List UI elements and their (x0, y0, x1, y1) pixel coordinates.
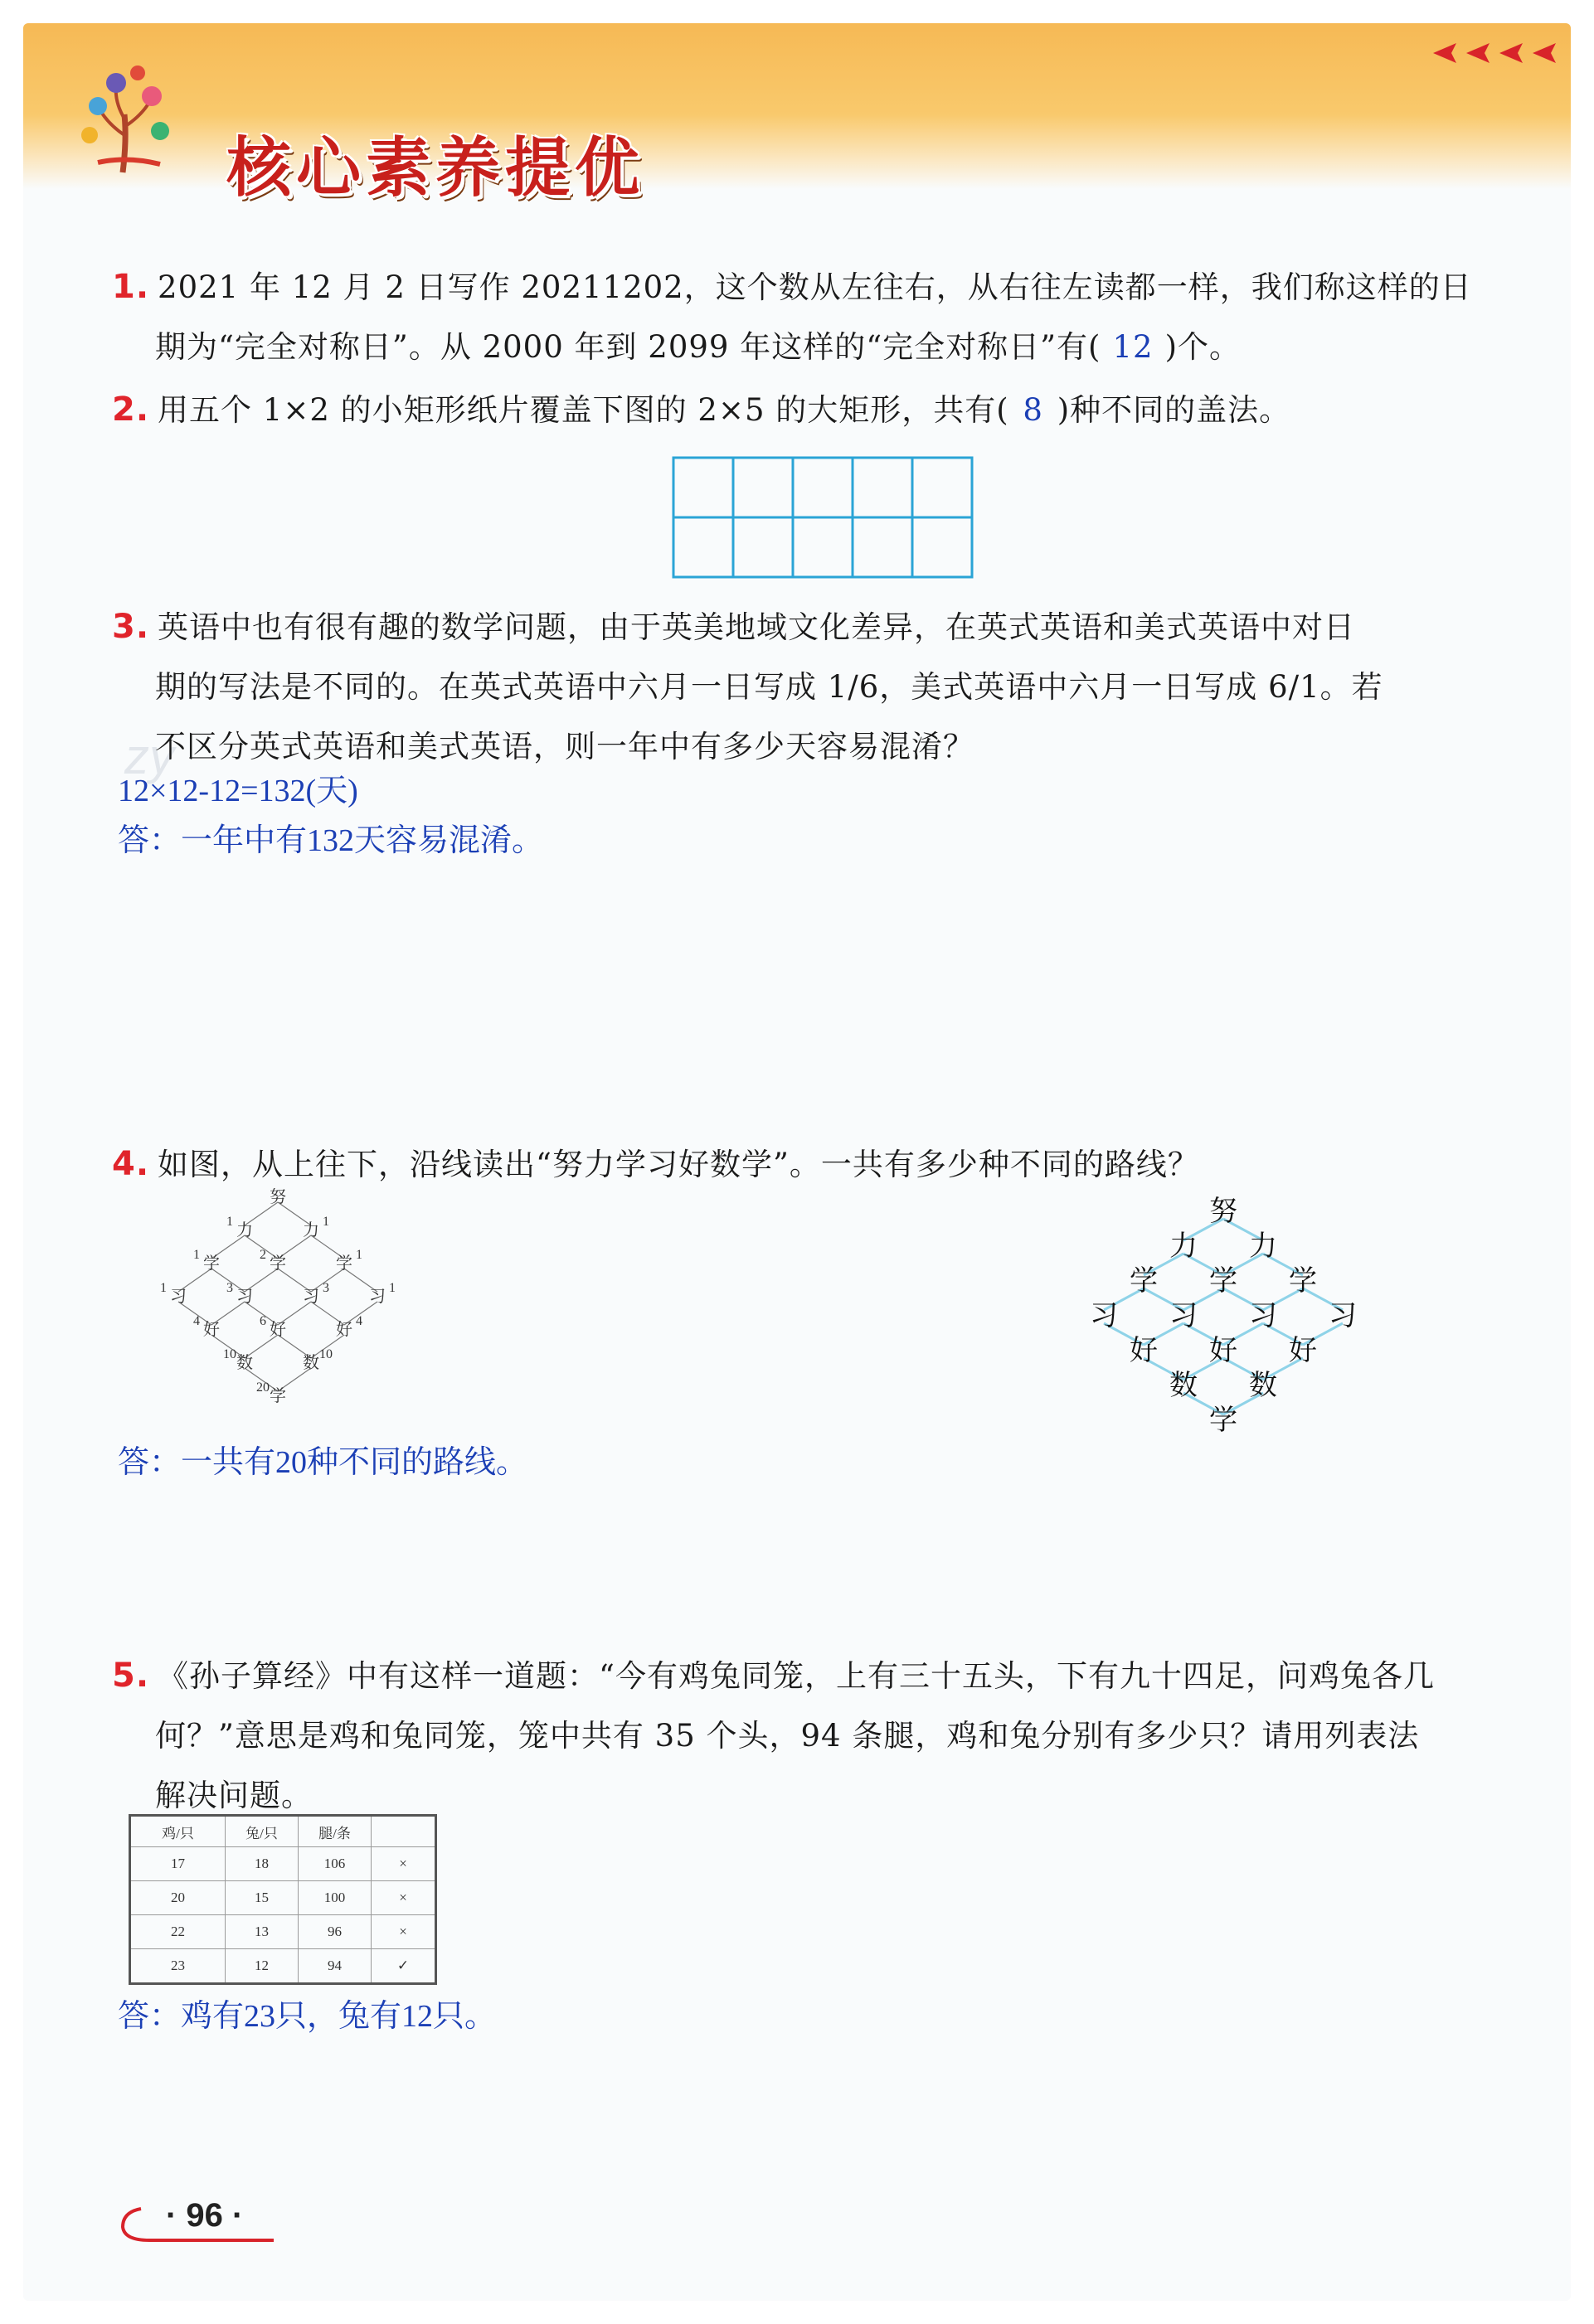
diagram-char: 好 (1289, 1334, 1317, 1367)
diagram-char: 力 (236, 1220, 253, 1240)
page-number: · 96 · (166, 2197, 244, 2234)
table-cell: 20 (130, 1881, 226, 1915)
grid-cell (673, 517, 733, 577)
table-header-row (130, 1816, 436, 1847)
diagram-char: 习 (1090, 1299, 1118, 1332)
table-cell: × (372, 1881, 436, 1915)
diagram-char: 好 (1130, 1334, 1158, 1367)
table-cell: 18 (226, 1847, 299, 1881)
diagram-char: 学 (1209, 1404, 1237, 1437)
question-3 (112, 597, 1522, 777)
question-number: 2. (112, 391, 150, 429)
table-cell: 106 (299, 1847, 372, 1881)
diagram-char: 好 (203, 1319, 220, 1339)
question-text: )个。 (1164, 329, 1241, 365)
table-row (130, 1915, 436, 1949)
path-diagram (1082, 1194, 1364, 1459)
table-cell: 15 (226, 1881, 299, 1915)
table-header: 兔/只 (226, 1816, 299, 1847)
diagram-char: 好 (336, 1319, 352, 1339)
diagram-char: 力 (303, 1220, 319, 1240)
diagram-char: 数 (1169, 1369, 1198, 1402)
question-number: 1. (112, 268, 150, 306)
diagram-char: 努 (1209, 1195, 1237, 1228)
q4-answer: 答：一共有20种不同的路线。 (118, 1445, 528, 1480)
table-cell: 100 (299, 1881, 372, 1915)
grid-cell (912, 517, 972, 577)
grid-cell (733, 458, 793, 517)
watermark: zy (124, 729, 174, 784)
table-header: 鸡/只 (130, 1816, 226, 1847)
question-1 (112, 257, 1522, 377)
diagram-char: 好 (1209, 1334, 1237, 1367)
diagram-char: 习 (1249, 1299, 1277, 1332)
question-text: 解决问题。 (155, 1778, 313, 1813)
path-count-label: 4 (356, 1314, 362, 1328)
grid-cell (793, 517, 853, 577)
grid-cell (733, 517, 793, 577)
diagram-char: 习 (236, 1286, 253, 1306)
answer-blank: 8 (1023, 392, 1043, 428)
diagram-char: 数 (236, 1352, 253, 1372)
q5-answer: 答：鸡有23只，兔有12只。 (118, 1999, 497, 2034)
question-number: 3. (112, 608, 150, 646)
path-count-label: 1 (160, 1281, 167, 1295)
grid-cell (853, 458, 912, 517)
table-row (130, 1949, 436, 1984)
table-row (130, 1881, 436, 1915)
question-text: 《孙子算经》中有这样一道题：“今有鸡兔同笼，上有三十五头，下有九十四足，问鸡兔各几 (158, 1658, 1435, 1694)
grid-cell (912, 458, 972, 517)
question-text: 不区分英式英语和美式英语，则一年中有多少天容易混淆？ (155, 729, 974, 764)
question-text: 期的写法是不同的。在英式英语中六月一日写成 1/6，美式英语中六月一日写成 6/1。若 (155, 669, 1383, 705)
section-title: 核心素养提优 (226, 131, 645, 206)
question-text: 何？”意思是鸡和兔同笼，笼中共有 35 个头，94 条腿，鸡和兔分别有多少只？请用列表法 (155, 1718, 1420, 1754)
path-count-label: 3 (226, 1281, 233, 1295)
question-text: 期为“完全对称日”。从 2000 年到 2099 年这样的“完全对称日”有( (155, 329, 1101, 365)
grid-cell (793, 458, 853, 517)
table-cell: ✓ (372, 1949, 436, 1984)
table-cell: 13 (226, 1915, 299, 1949)
path-count-diagram (149, 1186, 406, 1426)
question-2 (112, 380, 1522, 440)
diagram-char: 学 (1289, 1264, 1317, 1298)
table-cell: 23 (130, 1949, 226, 1984)
diagram-char: 习 (303, 1286, 319, 1306)
question-text: 如图，从上往下，沿线读出“努力学习好数学”。一共有多少种不同的路线？ (158, 1147, 1199, 1182)
path-count-label: 10 (223, 1347, 236, 1361)
header-banner (23, 23, 1571, 206)
table-cell: × (372, 1915, 436, 1949)
question-5 (112, 1646, 1522, 1826)
table-row (130, 1847, 436, 1881)
table-header: 腿/条 (299, 1816, 372, 1847)
question-number: 5. (112, 1657, 150, 1695)
chicken-rabbit-table (129, 1814, 437, 1985)
path-count-label: 1 (323, 1215, 329, 1229)
question-text: )种不同的盖法。 (1057, 392, 1291, 428)
diagram-char: 学 (270, 1253, 286, 1273)
table-cell: 96 (299, 1915, 372, 1949)
table-cell: 94 (299, 1949, 372, 1984)
q3-answer: 答：一年中有132天容易混淆。 (118, 823, 544, 858)
table-cell: × (372, 1847, 436, 1881)
diagram-char: 习 (369, 1286, 386, 1306)
question-text: 英语中也有很有趣的数学问题，由于英美地域文化差异，在英式英语和美式英语中对日 (158, 609, 1356, 645)
diagram-char: 力 (1169, 1230, 1198, 1263)
grid-cell (853, 517, 912, 577)
path-count-label: 2 (260, 1248, 266, 1262)
diagram-char: 学 (1130, 1264, 1158, 1298)
diagram-char: 努 (270, 1186, 286, 1206)
diagram-char: 习 (1329, 1299, 1357, 1332)
table-header (372, 1816, 436, 1847)
diagram-char: 学 (203, 1253, 220, 1273)
path-count-label: 1 (389, 1281, 396, 1295)
diagram-char: 学 (270, 1385, 286, 1405)
q3-work: 12×12-12=132(天) (118, 774, 358, 808)
table-cell: 17 (130, 1847, 226, 1881)
path-count-label: 6 (260, 1314, 266, 1328)
table-cell: 12 (226, 1949, 299, 1984)
tree-logo-icon (65, 56, 189, 181)
diagram-char: 数 (1249, 1369, 1277, 1402)
path-count-label: 1 (226, 1215, 233, 1229)
question-number: 4. (112, 1145, 150, 1183)
decorative-arrows-icon (1433, 43, 1582, 68)
path-count-label: 1 (193, 1248, 200, 1262)
table-cell: 22 (130, 1915, 226, 1949)
diagram-char: 力 (1249, 1230, 1277, 1263)
question-text: 2021 年 12 月 2 日写作 20211202，这个数从左往右，从右往左读都一样，我们称这样的日 (158, 269, 1472, 305)
diagram-char: 学 (336, 1253, 352, 1273)
path-count-label: 10 (319, 1347, 333, 1361)
rectangle-grid-2x5 (670, 454, 977, 579)
path-count-label: 1 (356, 1248, 362, 1262)
path-count-label: 4 (193, 1314, 200, 1328)
question-text: 用五个 1×2 的小矩形纸片覆盖下图的 2×5 的大矩形，共有( (158, 392, 1009, 428)
diagram-char: 习 (170, 1286, 187, 1306)
answer-blank: 12 (1112, 329, 1154, 365)
diagram-char: 学 (1209, 1264, 1237, 1298)
diagram-char: 习 (1169, 1299, 1198, 1332)
grid-cell (673, 458, 733, 517)
path-count-label: 3 (323, 1281, 329, 1295)
diagram-char: 好 (270, 1319, 286, 1339)
path-count-label: 20 (256, 1380, 270, 1395)
diagram-char: 数 (303, 1352, 319, 1372)
